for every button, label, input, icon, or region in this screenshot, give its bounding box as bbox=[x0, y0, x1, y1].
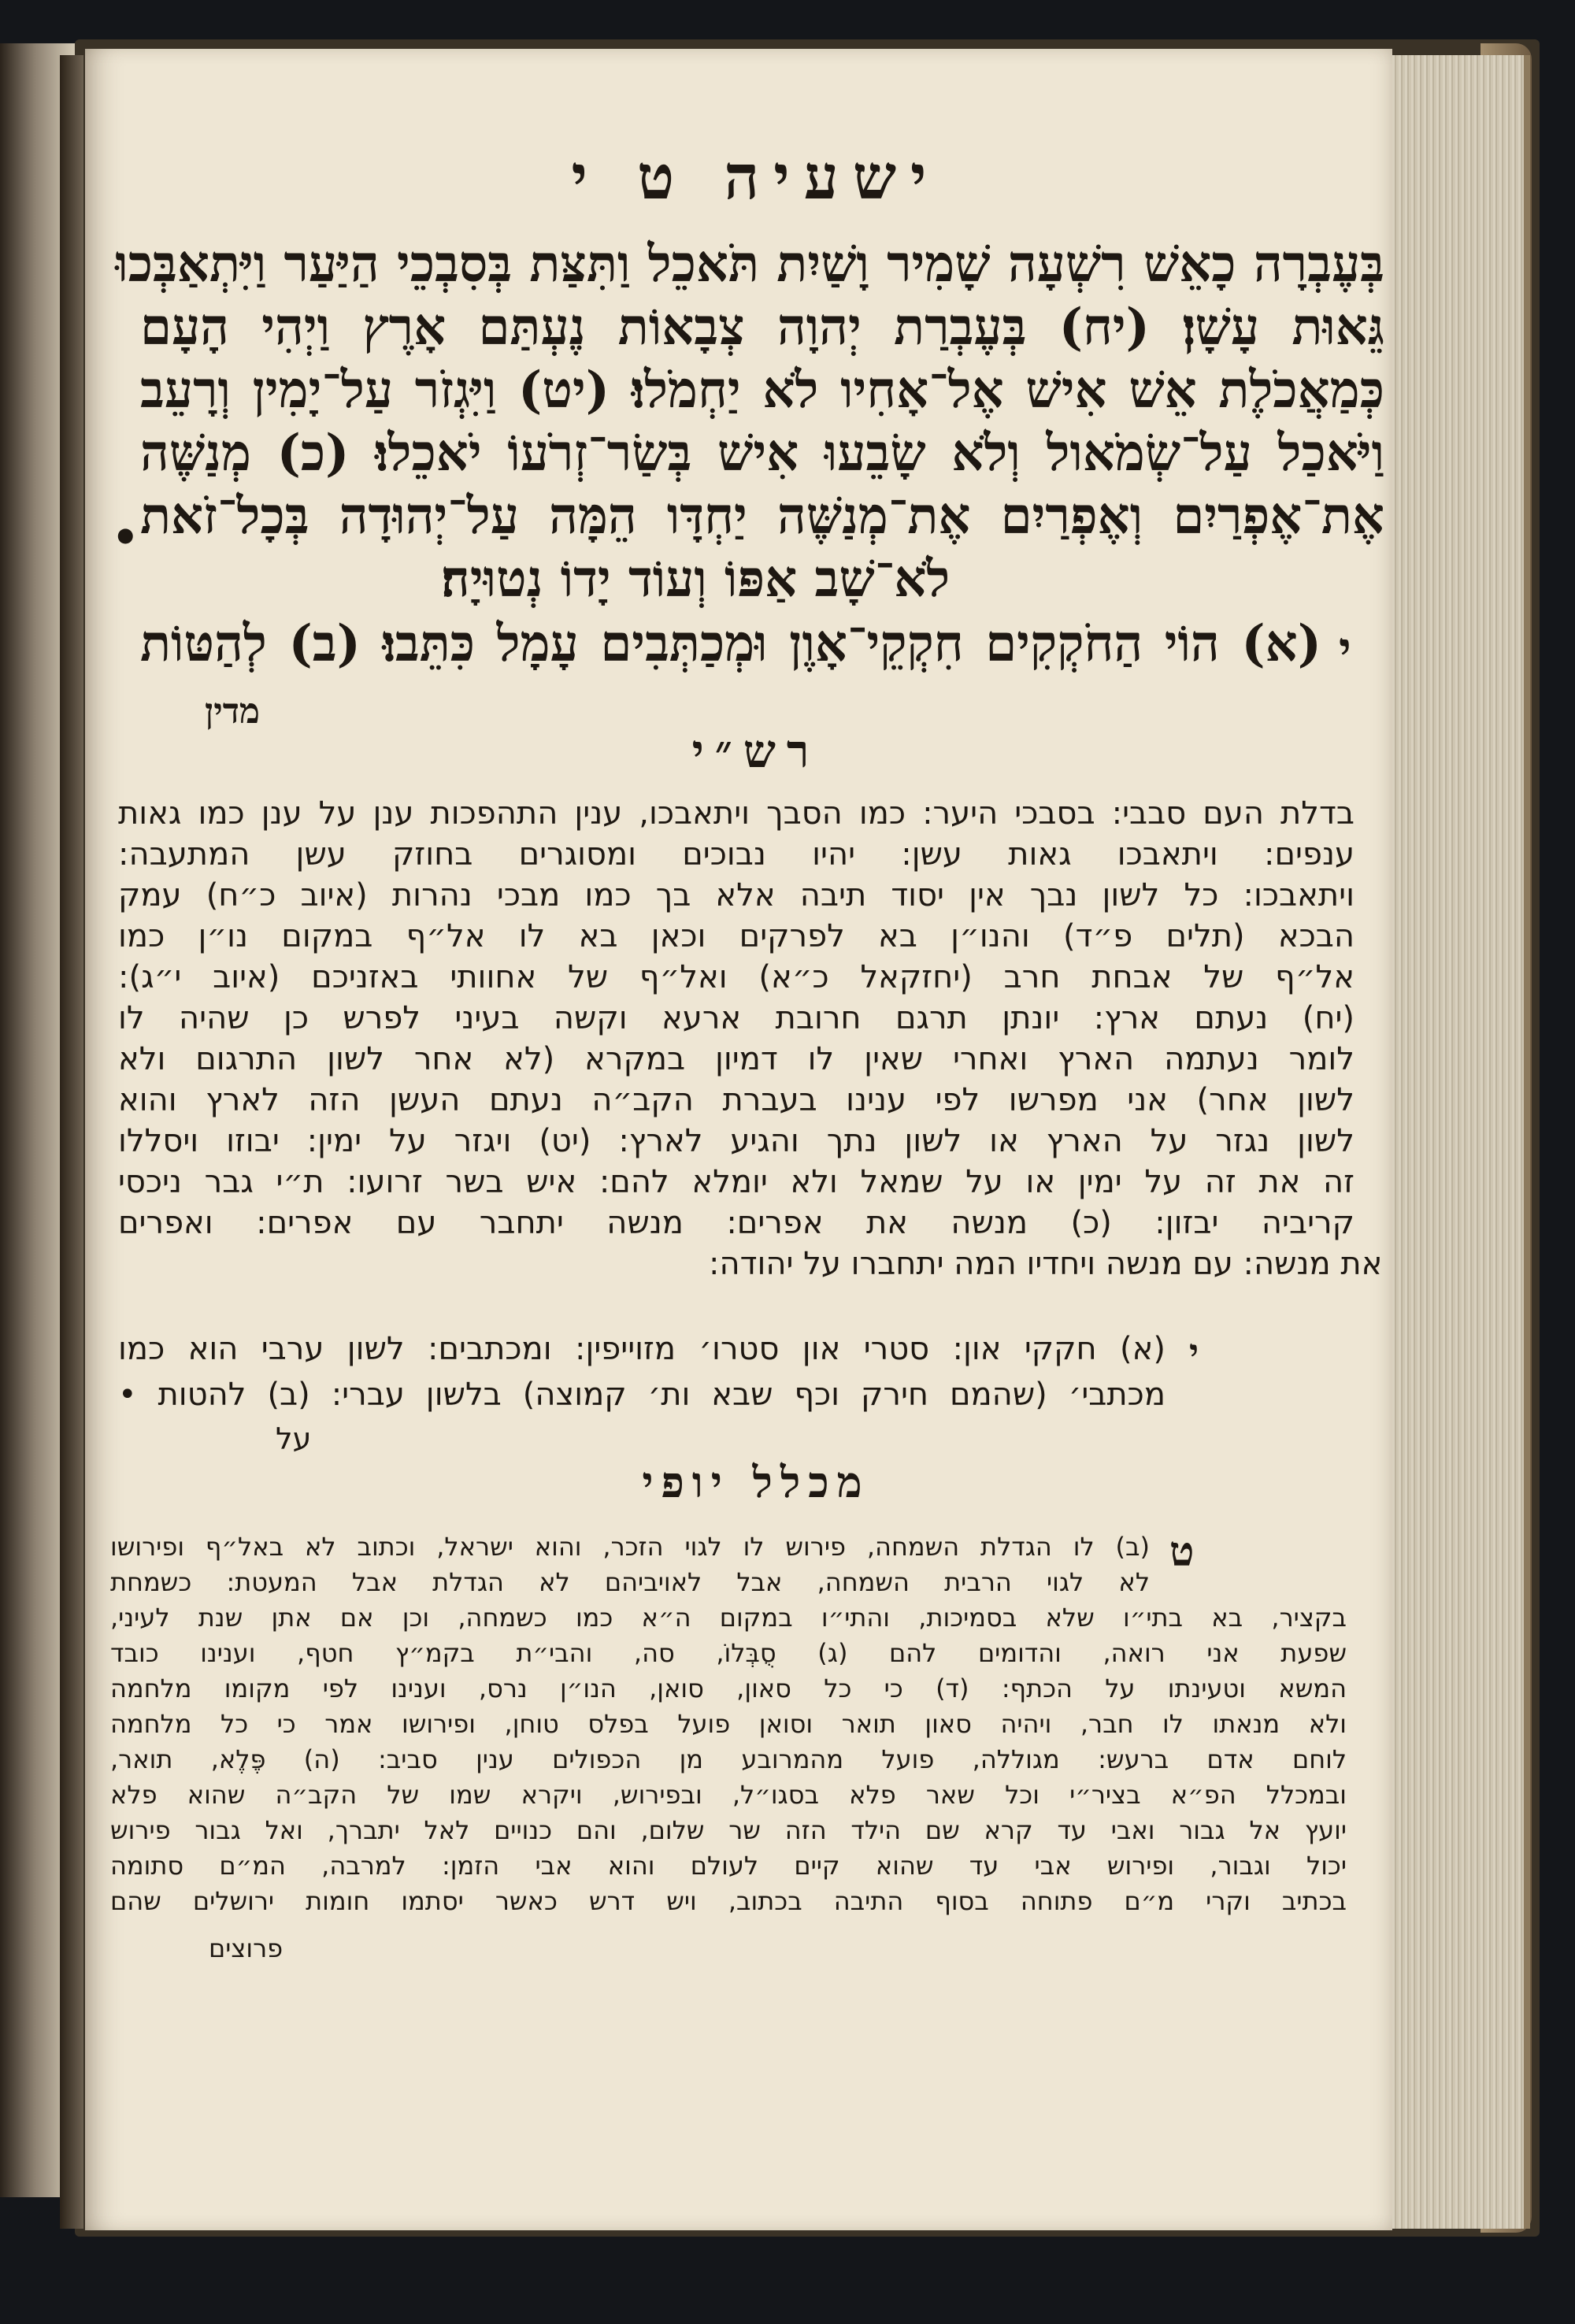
rashi-line: לשון נגזר על הארץ או לשון נתך והגיע לארץ: (יט) ויגזר על ימין: יבוזו ויסללו bbox=[118, 1123, 1354, 1159]
rashi-line: ענפים: ויתאבכו גאות עשן: יהיו נבוכים ומסוגרים בחוזק עשן המתעבה: bbox=[118, 836, 1354, 873]
chapter-letter: י bbox=[1339, 622, 1351, 677]
mikhlal-chapter-letter: ט bbox=[1169, 1528, 1195, 1576]
rashi-line: קריביה יבזון: (כ) מנשה את אפרים: מנשה יתחבר עם אפרים: ואפרים bbox=[118, 1205, 1354, 1241]
mikhlal-line: לוחם אדם ברעש: מגוללה, פועל מהמרובע מן הכפולים ענין סביב: (ה) פֶּלֶא, תואר, bbox=[110, 1744, 1347, 1774]
ornament-mark: • bbox=[112, 512, 139, 562]
rashi-catchword: על bbox=[276, 1421, 312, 1456]
mikhlal-line: יכול וגבור, ופירוש אבי עד שהוא קיים לעולם והוא אבי הזמן: למרבה, המ״ם סתומה bbox=[110, 1851, 1347, 1881]
mikhlal-line: המשא וטעינתו על הכתף: (ד) כי כל סאון, סואן, הנו״ן נרס, וענינו לפי מקומו מלחמה bbox=[110, 1674, 1347, 1703]
rashi-line: הבכא (תלים פ״ד) והנו״ן בא לפרקים וכאן בא לו אל״ף במקום נו״ן כמו bbox=[118, 918, 1354, 954]
mikhlal-line: שפעת אני רואה, והדומים להם (ג) סֻבְּלוֹ, סה, והבי״ת בקמ״ץ חטף, וענינו כובד bbox=[110, 1638, 1347, 1668]
bible-line: בְּעֶבְרָה כָאֵשׁ רִשְׁעָה שָׁמִיר וָשַׁיִת תֹּאכֵל וַתִּצַּת בְּסִבְכֵי הַיַּעַר וַיִּתְאַבְּכוּ bbox=[115, 235, 1384, 294]
bible-line: גֵּאוּת עָשָׁן׃ (יח) בְּעֶבְרַת יְהוָה צְבָאוֹת נֶעְתַּם אָרֶץ וַיְהִי הָעָם bbox=[140, 298, 1384, 357]
rashi-line: מכתבי׳ (שהמם חירק וכף שבא ות׳ קמוצה) בלשון עברי: (ב) להטות • bbox=[118, 1377, 1166, 1413]
mikhlal-line: יועץ אל גבור ואבי עד קרא שם הילד הזה שר שלום, והם כנויים לאל יתברך, ואל גבור פירוש bbox=[110, 1815, 1347, 1845]
rashi-line: (יח) נעתם ארץ: יונתן תרגם חרובת ארעא וקשה בעיני לפרש כן שהיה לו bbox=[118, 1000, 1354, 1036]
rashi-line: לומר נעתמה הארץ ואחרי שאין לו דמיון במקרא (לא אחר לשון התרגום ולא bbox=[118, 1041, 1354, 1077]
bible-line: וַיֹּאכַל עַל־שְׂמֹאול וְלֹא שָׂבֵעוּ אִישׁ בְּשַׂר־זְרֹעוֹ יֹאכֵלוּ׃ (כ) מְנַשֶּׁה bbox=[140, 424, 1384, 483]
mikhlal-line: ולא מנאתו לו חבר, ויהיה סאון תואר וסואן פועל בפלס טוחן, ופירושו אמר כי כל מלחמה bbox=[110, 1709, 1347, 1739]
mikhlal-yofi-heading: מכלל יופי bbox=[642, 1457, 870, 1507]
bible-line: (א) הוֹי הַחֹקְקִים חִקְקֵי־אָוֶן וּמְכַתְּבִים עָמָל כִּתֵּבוּ׃ (ב) לְהַטּוֹת bbox=[140, 614, 1321, 673]
rashi-chapter-letter: י bbox=[1189, 1331, 1199, 1373]
mikhlal-catchword: פרוצים bbox=[209, 1933, 284, 1963]
page-fore-edge bbox=[1386, 55, 1530, 2229]
bible-line: לֹא־שָׁב אַפּוֹ וְעוֹד יָדוֹ נְטוּיָה׃ bbox=[441, 550, 951, 609]
rashi-line: ויתאבכו: כל לשון נבך אין יסוד תיבה אלא בך כמו מבכי נהרות (איוב כ״ח) עמק bbox=[118, 877, 1354, 914]
rashi-line: בדלת העם סבבי: בסבכי היער: כמו הסבך ויתאבכו, ענין התהפכות ענן על ענן כמו גאות bbox=[118, 795, 1354, 832]
bible-line: כְּמַאֲכֹלֶת אֵשׁ אִישׁ אֶל־אָחִיו לֹא יַחְמֹלוּ׃ (יט) וַיִּגְזֹר עַל־יָמִין וְרָעֵב bbox=[140, 361, 1384, 420]
mikhlal-line: (ב) לו הגדלת השמחה, פירוש לו לגוי הזכר, והוא ישראל, וכתוב לא באל״ף ופירושו bbox=[110, 1532, 1150, 1562]
mikhlal-line: בכתיב וקרי מ״ם פתוחה בסוף התיבה בכתוב, ויש דרש כאשר יסתמו חומות ירושלים שהם bbox=[110, 1886, 1347, 1916]
rashi-heading: רש״י bbox=[691, 725, 821, 778]
rashi-line: את מנשה: עם מנשה ויחדיו המה יתחברו על יהודה: bbox=[709, 1246, 1383, 1282]
book-gutter bbox=[60, 55, 83, 2229]
mikhlal-line: בקציר, בא בתי״ו שלא בסמיכות, והתי״ו במקום ה״א כמו כשמחה, וכן אם אתן שנת לעיני, bbox=[110, 1603, 1347, 1633]
rashi-line: (א) חקקי און: סטרי און סטרו׳ מזוייפין: ומכתבים: לשון ערבי הוא כמו bbox=[118, 1331, 1166, 1367]
bible-line: אֶת־אֶפְרַיִם וְאֶפְרַיִם אֶת־מְנַשֶּׁה יַחְדָּו הֵמָּה עַל־יְהוּדָה בְּכָל־זֹאת bbox=[140, 487, 1384, 546]
rashi-line: לשון אחר) אני מפרשו לפי ענינו בעברת הקב״ה נעתם העשן הזה לארץ והוא bbox=[118, 1082, 1354, 1118]
rashi-line: זה את זה על ימין או על שמאל ולא יומלא להם: איש בשר זרועו: ת״י גבר ניכסי bbox=[118, 1164, 1354, 1200]
mikhlal-line: לא לגוי הרבית השמחה, אבל לאויביהם לא הגדלת אבל המעטת: כשמחת bbox=[110, 1567, 1150, 1597]
rashi-line: אל״ף של אבחת חרב (יחזקאל כ״א) ואל״ף של אחוותי באזניכם (איוב י״ג): bbox=[118, 959, 1354, 995]
catchword: מדין bbox=[205, 691, 260, 732]
mikhlal-line: ובמכלל הפ״א בציר״י וכל שאר פלא בסגו״ל, ובפירוש, ויקרא שמו של הקב״ה שהוא פלא bbox=[110, 1780, 1347, 1810]
running-head: ישעיה ט י bbox=[571, 142, 941, 213]
